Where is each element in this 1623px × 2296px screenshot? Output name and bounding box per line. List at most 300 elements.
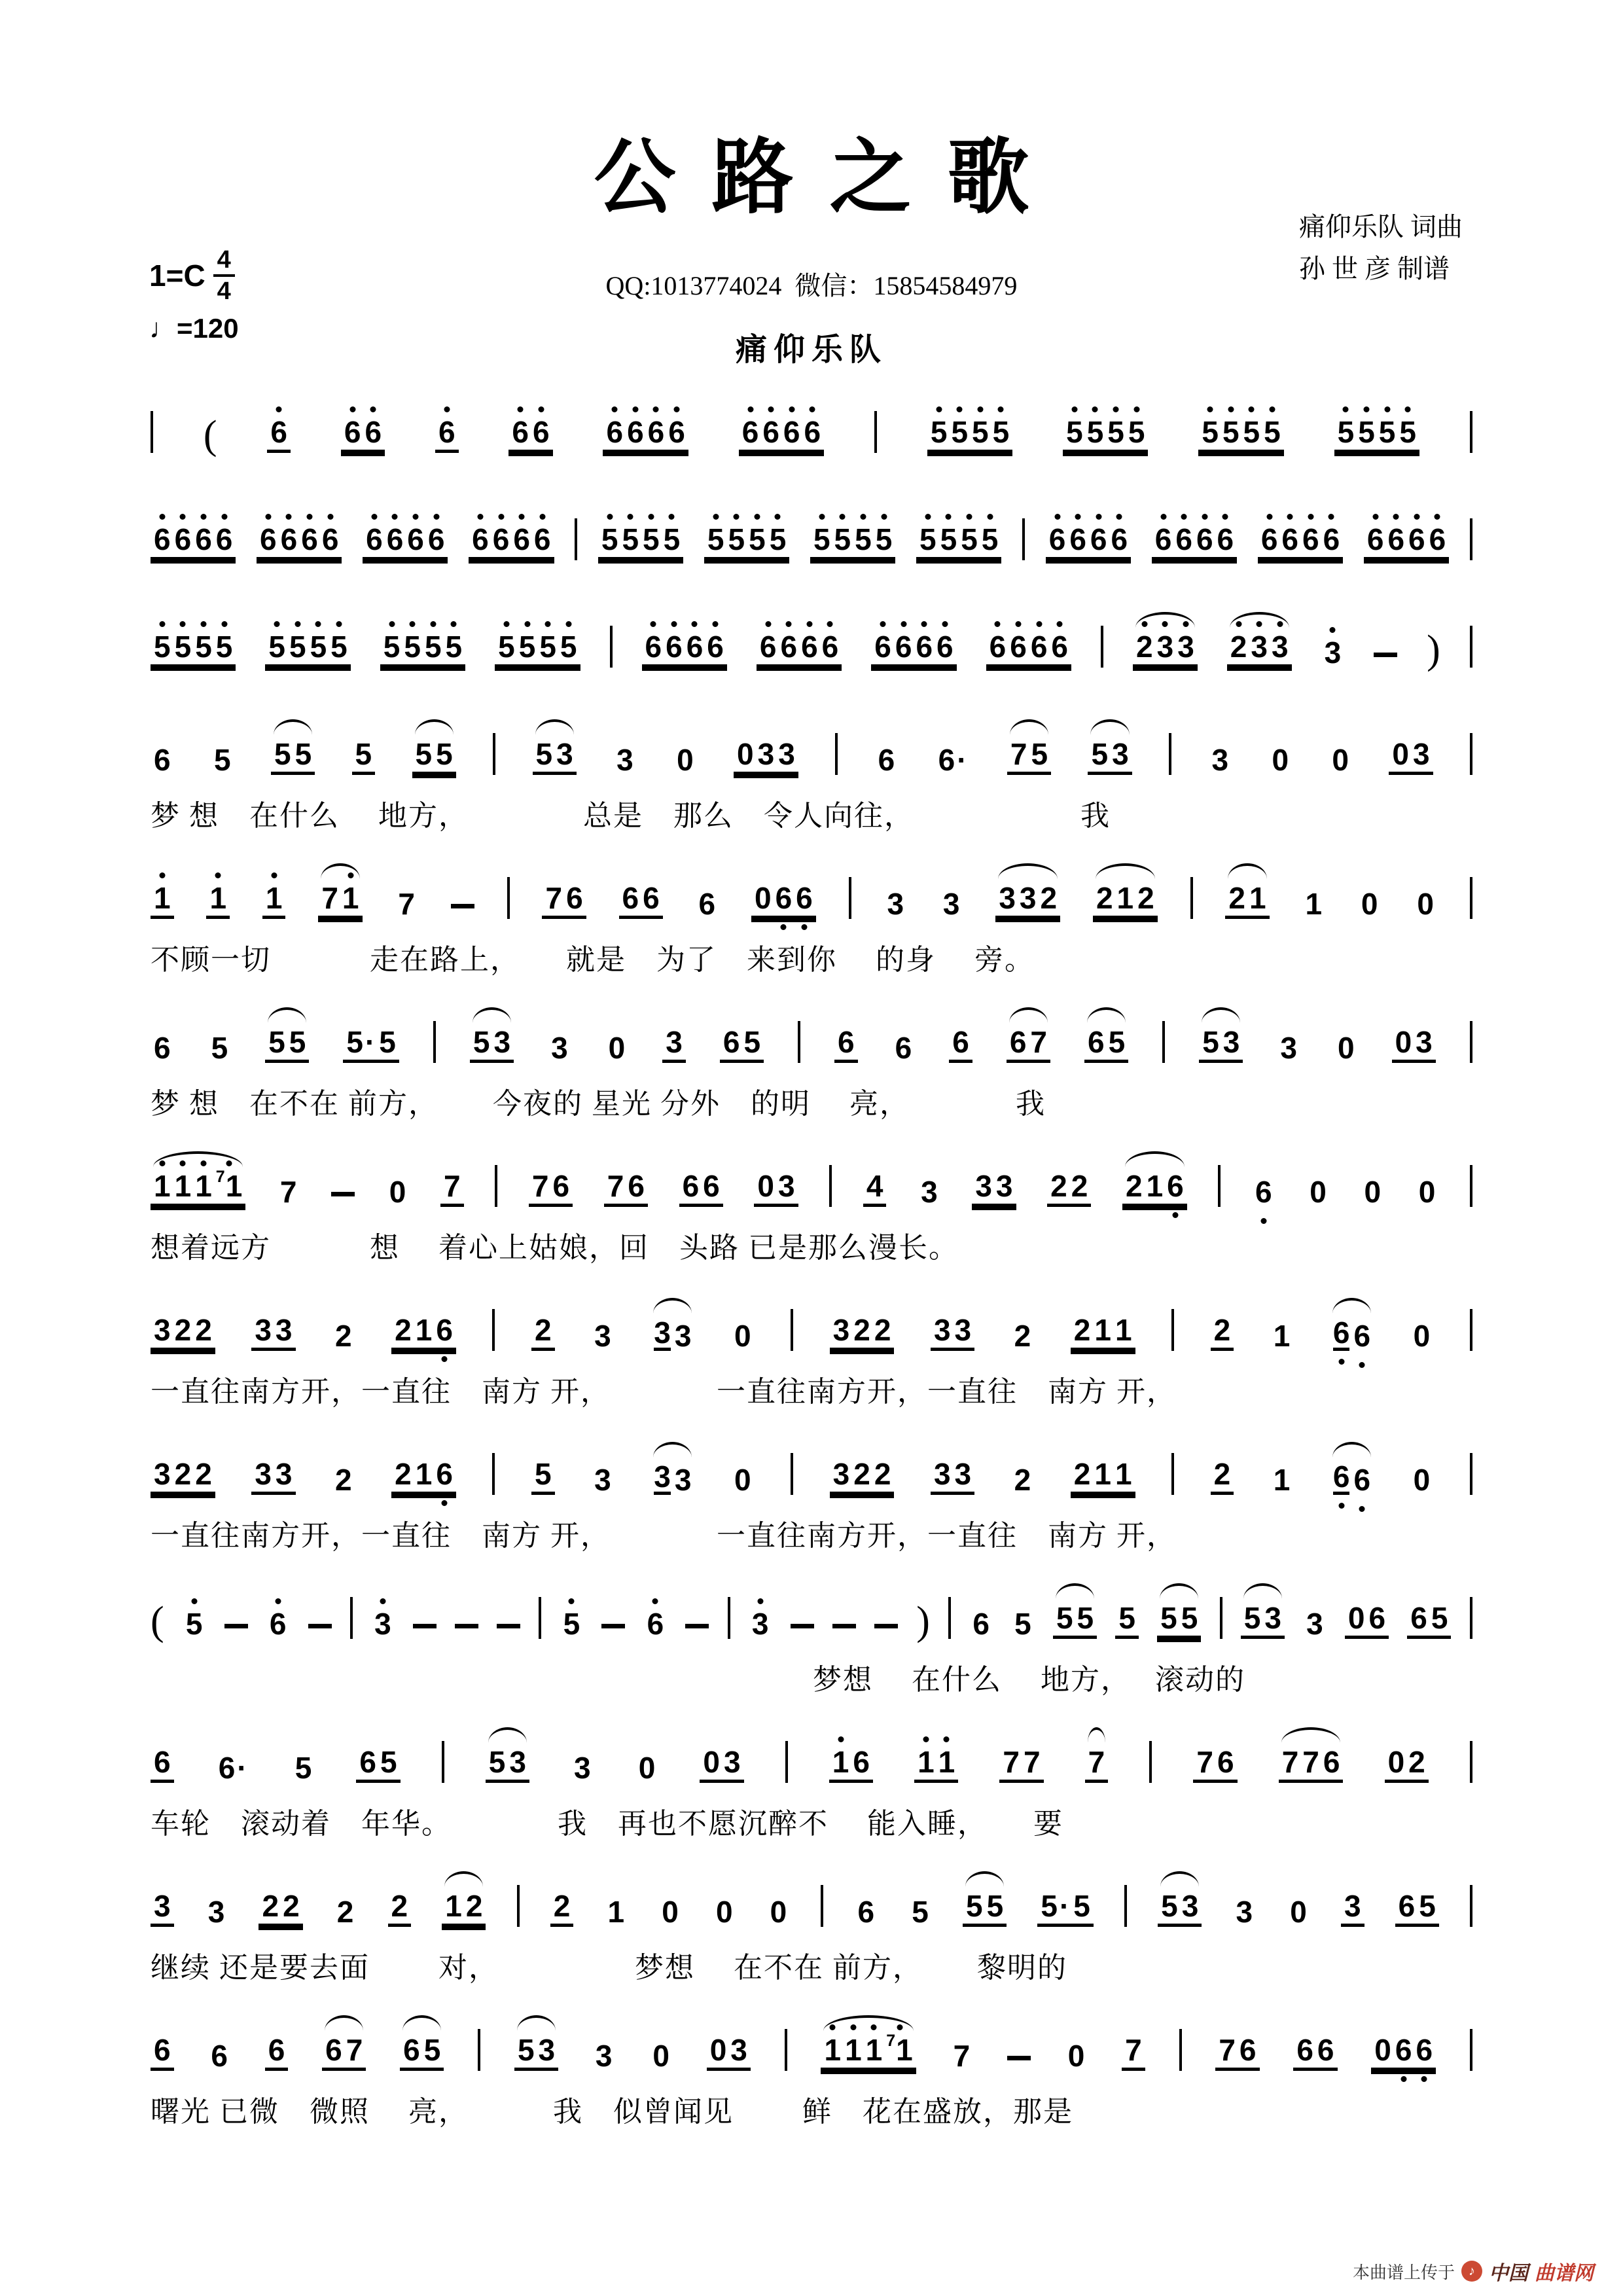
note-group — [734, 739, 798, 775]
note: 0 — [757, 1169, 774, 1203]
note — [1122, 2035, 1145, 2071]
note: 6 — [628, 1169, 645, 1203]
open-paren: ( — [203, 413, 217, 458]
barline — [821, 1885, 823, 1927]
note: 1 — [1115, 1313, 1132, 1347]
note: 5 — [294, 737, 312, 771]
note: 5 — [1202, 415, 1219, 449]
note: 6 — [1332, 1460, 1350, 1494]
note — [292, 1753, 315, 1783]
note: 0 — [737, 737, 754, 771]
note-group — [1037, 1891, 1094, 1927]
note: 6 — [686, 630, 704, 664]
note-group — [1395, 1891, 1439, 1927]
score-line-2 — [151, 499, 1472, 577]
note: 5 — [707, 522, 724, 556]
note-group — [1133, 632, 1198, 668]
note: 5 — [749, 522, 766, 556]
note — [604, 1897, 628, 1927]
note — [207, 2041, 231, 2071]
note — [713, 1897, 736, 1927]
barline — [798, 1021, 800, 1063]
note: 1 — [607, 1895, 625, 1929]
note: 0 — [709, 2033, 727, 2067]
note — [548, 1033, 571, 1063]
note — [151, 2035, 174, 2071]
note — [388, 1891, 412, 1927]
watermark-site-name-red: 曲谱网 — [1535, 2263, 1594, 2284]
lyrics-row: 车轮 滚动着 年华。 我 再也不愿沉醉不 能入睡， 要 — [151, 1808, 1063, 1840]
note: 6 — [1010, 630, 1027, 664]
note-group — [821, 2032, 916, 2071]
note-group — [700, 1747, 743, 1783]
note: 6 — [838, 1025, 855, 1059]
note: 6 — [1281, 522, 1298, 556]
note: 3 — [674, 1463, 692, 1497]
note: 5 — [1202, 1025, 1219, 1059]
note: 2 — [1136, 630, 1153, 664]
contact-info: QQ:1013774024 微信：15854584979 — [605, 271, 1018, 300]
slur-arc — [1202, 1007, 1240, 1023]
note: 5 — [1108, 1025, 1126, 1059]
note-group — [1122, 1171, 1187, 1207]
note: 5 — [1160, 1601, 1177, 1635]
note-group — [1157, 1603, 1201, 1639]
note: 6 — [1048, 522, 1066, 556]
note-group — [931, 1459, 974, 1495]
note: 5 — [1243, 1601, 1261, 1635]
note-group — [1225, 883, 1269, 919]
barline — [1470, 733, 1472, 775]
note-group — [542, 883, 586, 919]
note: 6 — [533, 522, 551, 556]
note: 6 — [427, 522, 445, 556]
note — [352, 739, 376, 775]
note: 6 — [154, 1031, 171, 1065]
note: 6 — [780, 630, 798, 664]
note: 6 — [1416, 2033, 1433, 2067]
dash-extension — [832, 1624, 856, 1628]
note-group — [931, 1315, 974, 1351]
score-line-9 — [151, 1433, 1472, 1554]
note: 3 — [275, 1313, 293, 1347]
tempo-value: =120 — [177, 313, 239, 344]
note: 6 — [895, 1031, 912, 1065]
note: 7 — [1023, 1745, 1041, 1779]
note: 3 — [995, 1169, 1013, 1203]
dash-extension — [1007, 2056, 1031, 2060]
slur-arc — [653, 1442, 692, 1458]
note: 6 — [270, 415, 287, 449]
note: 6 — [154, 1745, 171, 1779]
score-line-3 — [151, 606, 1472, 685]
note — [151, 1033, 174, 1063]
note: 5 — [981, 522, 999, 556]
note-group — [1389, 739, 1433, 775]
note: 6 — [878, 743, 895, 777]
note-group — [151, 1459, 215, 1495]
note: 0 — [1413, 1319, 1431, 1353]
note: 0 — [677, 743, 694, 777]
note: 6 — [1255, 1175, 1272, 1209]
note: 6 — [436, 1457, 453, 1491]
note: 5 — [601, 522, 618, 556]
note: 0 — [1413, 1463, 1431, 1497]
score-line-13 — [151, 2009, 1472, 2130]
slur-arc — [998, 863, 1058, 879]
note: 5 — [1086, 415, 1104, 449]
note: 5 — [986, 1889, 1004, 1923]
note: 3 — [933, 1457, 951, 1491]
artist-name: 痛仰乐队 — [735, 332, 887, 367]
score-line-11 — [151, 1721, 1472, 1842]
dash-extension — [685, 1624, 709, 1628]
lyrics-row: 梦 想 在什么 地方， 总是 那么 令人向往， 我 — [151, 800, 1111, 832]
note: 0 — [703, 1745, 721, 1779]
note — [950, 2041, 974, 2071]
note: 6 — [533, 415, 550, 449]
note-group — [1007, 1027, 1050, 1063]
note: 5 — [912, 1895, 929, 1929]
note — [151, 745, 174, 775]
note: 6 — [154, 2033, 171, 2067]
score-line-8 — [151, 1289, 1472, 1410]
note: 3 — [730, 2033, 747, 2067]
note-group — [1215, 2035, 1259, 2071]
note — [749, 1609, 772, 1639]
slur-arc — [517, 2015, 556, 2031]
note-group — [619, 883, 663, 919]
note: 5 — [1222, 415, 1240, 449]
note: 6 — [722, 1025, 740, 1059]
note: 7 — [398, 887, 415, 921]
notes-row — [151, 1577, 1472, 1656]
note: 7 — [531, 1169, 549, 1203]
note — [1414, 889, 1437, 919]
barline — [1190, 877, 1193, 919]
note: 3 — [1413, 737, 1430, 771]
note — [855, 1897, 878, 1927]
note: 0 — [1332, 743, 1349, 777]
barline — [1179, 2029, 1182, 2071]
note-group — [739, 417, 824, 453]
barline — [492, 1309, 495, 1351]
note: 6 — [1196, 522, 1213, 556]
note: 7 — [321, 881, 338, 915]
close-paren: ) — [1427, 628, 1440, 673]
note: 6· — [218, 1751, 247, 1785]
note-group — [151, 1168, 245, 1207]
note: 5· — [1041, 1889, 1070, 1923]
note: 3 — [921, 1175, 938, 1209]
note — [1115, 1603, 1139, 1639]
note: 6 — [366, 522, 383, 556]
note-group — [1330, 1462, 1374, 1495]
note: 1 — [445, 1889, 462, 1923]
note: 5 — [813, 522, 830, 556]
augmentation-dot: · — [957, 743, 967, 777]
note: 5 — [875, 522, 893, 556]
key-signature — [149, 247, 235, 304]
note: 0 — [1387, 1745, 1405, 1779]
note: 5 — [1378, 415, 1396, 449]
note-group — [1071, 1315, 1135, 1351]
barline — [492, 1453, 495, 1495]
note: 0 — [1392, 737, 1409, 771]
note: 6 — [1353, 1319, 1371, 1353]
note: 0 — [608, 1031, 626, 1065]
note-group — [1371, 2035, 1436, 2071]
note-group — [1152, 524, 1237, 560]
barline — [495, 1165, 497, 1207]
notes-row — [151, 713, 1472, 792]
note: 0 — [389, 1175, 406, 1209]
note — [262, 883, 286, 919]
note: 3 — [1181, 1889, 1199, 1923]
note — [183, 1609, 206, 1639]
barline — [1101, 626, 1103, 668]
barline — [1470, 1021, 1472, 1063]
note-group — [1227, 632, 1292, 668]
note: 6 — [622, 881, 639, 915]
note: 0 — [1067, 2039, 1085, 2073]
note — [211, 745, 234, 775]
note: 2 — [391, 1889, 408, 1923]
note-group — [265, 1027, 309, 1063]
note: 5 — [919, 522, 936, 556]
note — [151, 1891, 174, 1927]
note-group — [1385, 1747, 1429, 1783]
note — [440, 1171, 464, 1207]
note: 1 — [1249, 881, 1266, 915]
score — [151, 391, 1472, 2153]
note-group — [318, 883, 362, 919]
note: 5 — [268, 630, 285, 664]
note: 5 — [424, 630, 442, 664]
note — [605, 1033, 629, 1063]
note: 5 — [1073, 1889, 1090, 1923]
note-group — [495, 632, 580, 668]
note: 6 — [436, 1313, 453, 1347]
note: 6 — [1366, 522, 1384, 556]
note: 6 — [936, 630, 954, 664]
note: 3 — [1324, 636, 1342, 670]
note: 6 — [407, 522, 424, 556]
note: 3 — [374, 1607, 391, 1641]
note: 6 — [1239, 2033, 1257, 2067]
note — [151, 883, 174, 919]
dash-extension — [413, 1624, 437, 1628]
note-group — [251, 1459, 295, 1495]
barline — [1470, 626, 1472, 668]
note — [267, 417, 291, 453]
notes-row — [151, 1865, 1472, 1944]
note: 6· — [938, 743, 967, 777]
note-group — [830, 1315, 895, 1351]
note: 6 — [857, 1895, 875, 1929]
note: 3 — [674, 1319, 692, 1353]
note: 6 — [895, 630, 912, 664]
note: 5 — [1431, 1601, 1448, 1635]
note: 3 — [594, 1463, 611, 1497]
note — [591, 1465, 615, 1495]
note: 6 — [472, 522, 489, 556]
barline — [575, 518, 577, 560]
time-signature — [213, 247, 235, 304]
note: 6 — [280, 522, 298, 556]
tempo-marking — [149, 313, 239, 344]
note-group — [257, 524, 342, 560]
note: 6 — [668, 415, 685, 449]
note: 5 — [355, 737, 372, 771]
note: 5 — [154, 630, 171, 664]
note-group — [391, 1315, 456, 1351]
slur-arc — [1160, 1871, 1199, 1887]
note-group — [598, 524, 683, 560]
note: 2 — [1014, 1463, 1031, 1497]
note — [435, 417, 459, 453]
note: 3 — [594, 1319, 611, 1353]
note: 0 — [754, 881, 772, 915]
slur-arc — [1281, 1727, 1341, 1743]
note: 2 — [335, 1319, 352, 1353]
note: 5 — [517, 2033, 535, 2067]
note: 5 — [211, 1031, 228, 1065]
note — [1358, 889, 1382, 919]
lyrics-row: 想着远方 想 着心上姑娘，回 头路 已是那么漫长。 — [151, 1232, 959, 1264]
notes-row — [151, 2009, 1472, 2088]
note: 5 — [380, 1745, 397, 1779]
note — [531, 1315, 555, 1351]
open-paren: ( — [151, 1599, 164, 1644]
note: 1 — [195, 1169, 212, 1203]
note — [205, 1897, 228, 1927]
barline — [1470, 1165, 1472, 1207]
watermark-site-name-dark: 中国 — [1489, 2263, 1528, 2284]
note-group — [1084, 1027, 1128, 1063]
barline — [728, 1597, 730, 1639]
note: 3 — [1236, 1895, 1253, 1929]
note: 3 — [154, 1457, 171, 1491]
note — [1211, 1459, 1234, 1495]
note: 3 — [556, 737, 573, 771]
key-label: 1=C — [149, 259, 205, 293]
note-group — [1364, 524, 1449, 560]
note — [613, 745, 637, 775]
barline — [507, 877, 510, 919]
note: 1 — [1273, 1319, 1291, 1353]
score-line-10 — [151, 1577, 1472, 1698]
grace-note: 7 — [886, 2032, 896, 2050]
note — [875, 745, 899, 775]
note: 5 — [488, 1745, 506, 1779]
note: 3 — [757, 737, 775, 771]
lyrics-row: 梦 想 在不在 前方， 今夜的 星光 分外 的明 亮， 我 — [151, 1088, 1046, 1120]
note — [940, 889, 963, 919]
note: 7 — [1030, 1025, 1048, 1059]
note: 5 — [539, 630, 556, 664]
slur-arc — [1332, 1442, 1371, 1458]
note: 4 — [866, 1169, 883, 1203]
note: 7 — [1003, 1745, 1020, 1779]
slur-arc — [1332, 1298, 1371, 1314]
slur-arc — [444, 1871, 483, 1887]
note — [1252, 1177, 1275, 1207]
note-group — [830, 1459, 895, 1495]
note: 2 — [1040, 881, 1058, 915]
note — [673, 745, 697, 775]
note: 6 — [874, 630, 891, 664]
note-group — [1007, 739, 1051, 775]
note: 7 — [953, 2039, 971, 2073]
note: 1 — [918, 1745, 935, 1779]
barline — [791, 1453, 793, 1495]
note-group — [1345, 1603, 1389, 1639]
note: 5 — [855, 522, 872, 556]
note: 5 — [1161, 1889, 1178, 1923]
note: 6 — [643, 881, 660, 915]
note: 3 — [999, 881, 1016, 915]
note: 0 — [1310, 1175, 1327, 1209]
note: 0 — [652, 2039, 669, 2073]
note-group — [916, 524, 1001, 560]
note: 6 — [1410, 1601, 1427, 1635]
note — [1303, 1609, 1327, 1639]
note: 5 — [1128, 415, 1145, 449]
note-group — [1334, 417, 1419, 453]
barline — [350, 1597, 353, 1639]
note: 3 — [832, 1313, 850, 1347]
note: 2 — [1014, 1319, 1031, 1353]
note: 2 — [1071, 1169, 1088, 1203]
note: 1 — [174, 1169, 192, 1203]
note: 5 — [498, 630, 515, 664]
note: 3 — [654, 1460, 671, 1494]
note — [1065, 2041, 1088, 2071]
note: 6 — [1323, 522, 1340, 556]
note-group — [914, 1747, 958, 1783]
barline — [791, 1309, 793, 1351]
note: 3 — [551, 1031, 568, 1065]
note: 1 — [342, 881, 359, 915]
barline — [1162, 1021, 1165, 1063]
note-group — [999, 1747, 1043, 1783]
note: 5 — [992, 415, 1010, 449]
note-group — [486, 1747, 529, 1783]
note: $^7$1 — [886, 2032, 913, 2067]
note: 5 — [436, 737, 453, 771]
score-line-7 — [151, 1145, 1472, 1266]
barline — [1470, 1741, 1472, 1783]
note: 3 — [255, 1313, 272, 1347]
note — [277, 1177, 300, 1207]
barline — [478, 2029, 480, 2071]
note: 6 — [989, 630, 1007, 664]
note: 0 — [1374, 2033, 1391, 2067]
note: 5 — [518, 630, 536, 664]
note-group — [963, 1891, 1007, 1927]
barline — [1470, 2029, 1472, 2071]
note: 0 — [1272, 743, 1289, 777]
note — [918, 1177, 941, 1207]
note: 6 — [647, 415, 665, 449]
barline — [1124, 1885, 1127, 1927]
slur-arc — [535, 719, 574, 735]
barline — [610, 626, 613, 668]
note: 5 — [215, 630, 233, 664]
note-group — [343, 1027, 399, 1063]
augmentation-dot: · — [365, 1025, 376, 1059]
